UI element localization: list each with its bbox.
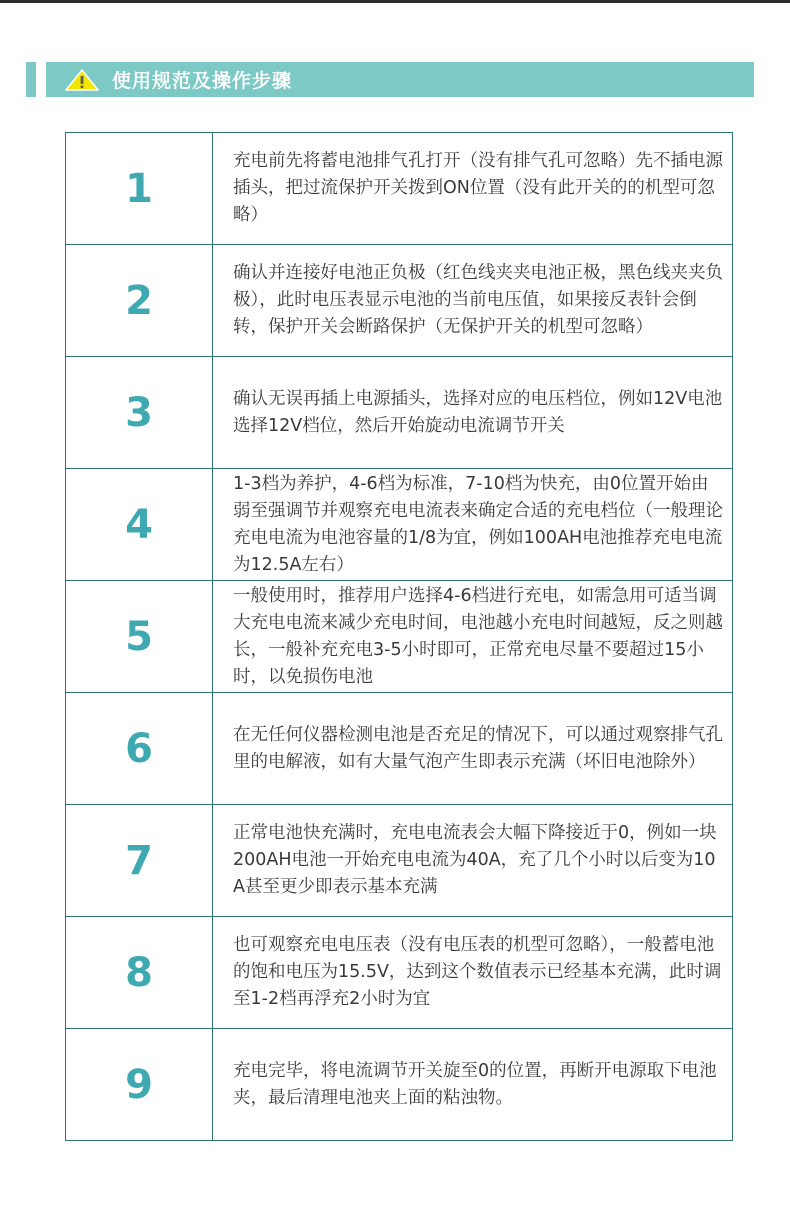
step-number-cell (66, 245, 213, 357)
step-number-cell (66, 469, 213, 581)
step-number-cell (66, 1029, 213, 1141)
step-row (66, 469, 733, 581)
step-number-cell (66, 581, 213, 693)
step-number-cell (66, 805, 213, 917)
step-number: 7 (125, 837, 153, 884)
step-text: 正常电池快充满时，充电电流表会大幅下降接近于0，例如一块200AH电池一开始充电电流为40A，充了几个小时以后变为10A甚至更少即表示基本充满 (233, 823, 717, 897)
step-text-cell (213, 469, 733, 581)
step-text-cell (213, 133, 733, 245)
step-row (66, 357, 733, 469)
step-number-cell (66, 357, 213, 469)
top-rule (0, 0, 790, 3)
step-text-cell (213, 693, 733, 805)
step-number: 4 (125, 501, 153, 548)
step-text-cell (213, 245, 733, 357)
step-text-cell (213, 805, 733, 917)
step-row (66, 1029, 733, 1141)
step-text: 在无任何仪器检测电池是否充足的情况下，可以通过观察排气孔里的电解液，如有大量气泡产生即表示充满（坏旧电池除外） (233, 724, 723, 772)
step-number: 1 (125, 165, 153, 212)
step-text-cell (213, 581, 733, 693)
step-number: 6 (125, 725, 153, 772)
steps-table-body (66, 133, 733, 1141)
step-row (66, 917, 733, 1029)
step-number-cell (66, 917, 213, 1029)
step-text: 确认无误再插上电源插头，选择对应的电压档位，例如12V电池选择12V档位，然后开始旋动电流调节开关 (233, 388, 723, 436)
step-row (66, 245, 733, 357)
step-text: 充电完毕，将电流调节开关旋至0的位置，再断开电源取下电池夹，最后清理电池夹上面的粘浊物。 (233, 1060, 717, 1108)
step-row (66, 805, 733, 917)
page-title: 使用规范及操作步骤 (112, 70, 293, 92)
step-text: 1-3档为养护，4-6档为标准，7-10档为快充，由0位置开始由弱至强调节并观察充电电流表来确定合适的充电档位（一般理论充电电流为电池容量的1/8为宜，例如100AH电池推荐充电电流为12.5A左右） (233, 473, 723, 575)
step-text: 也可观察充电电压表（没有电压表的机型可忽略），一般蓄电池的饱和电压为15.5V，达到这个数值表示已经基本充满，此时调至1-2档再浮充2小时为宜 (233, 935, 722, 1009)
step-number: 8 (125, 949, 153, 996)
step-number: 2 (125, 277, 153, 324)
step-text-cell (213, 1029, 733, 1141)
step-number-cell (66, 693, 213, 805)
step-row (66, 581, 733, 693)
step-text: 一般使用时，推荐用户选择4-6档进行充电，如需急用可适当调大充电电流来减少充电时间，电池越小充电时间越短，反之则越长，一般补充充电3-5小时即可，正常充电尽量不要超过15小时，以免损伤电池 (233, 585, 723, 687)
step-number-cell (66, 133, 213, 245)
step-row (66, 133, 733, 245)
steps-table (65, 132, 733, 1141)
step-number: 3 (125, 389, 153, 436)
step-text: 充电前先将蓄电池排气孔打开（没有排气孔可忽略）先不插电源插头，把过流保护开关拨到ON位置（没有此开关的的机型可忽略） (233, 151, 723, 225)
step-text-cell (213, 357, 733, 469)
header-accent-bar (26, 62, 36, 97)
warning-triangle-icon (64, 68, 100, 92)
step-row (66, 693, 733, 805)
section-header (46, 62, 754, 97)
step-text-cell (213, 917, 733, 1029)
step-text: 确认并连接好电池正负极（红色线夹夹电池正极，黑色线夹夹负极），此时电压表显示电池的当前电压值，如果接反表针会倒转，保护开关会断路保护（无保护开关的机型可忽略） (233, 263, 723, 337)
step-number: 9 (125, 1061, 153, 1108)
step-number: 5 (125, 613, 153, 660)
